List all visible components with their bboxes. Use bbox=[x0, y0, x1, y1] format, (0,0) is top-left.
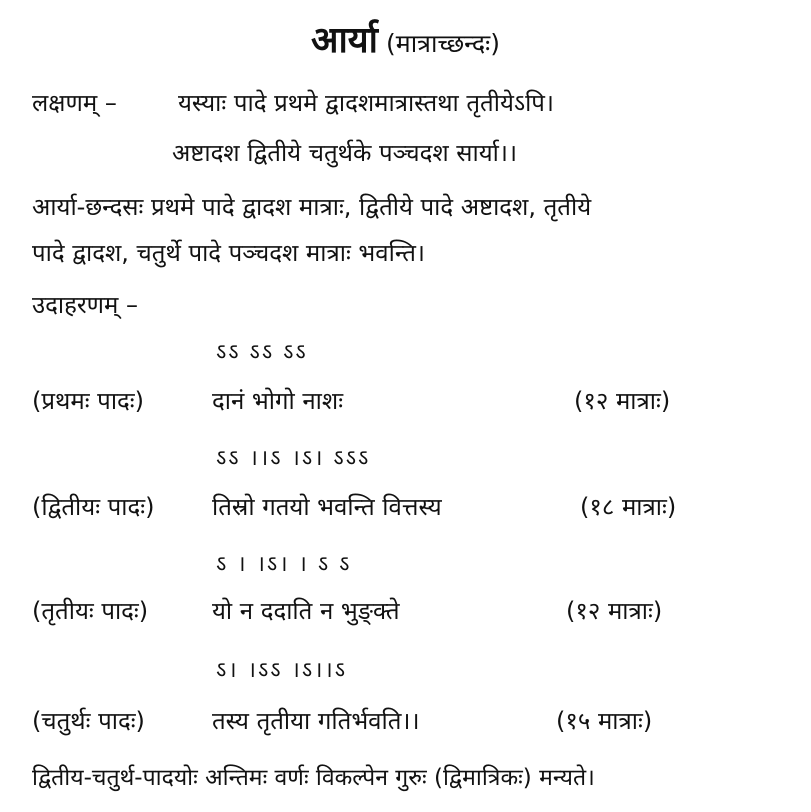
title-main: आर्या bbox=[311, 20, 378, 61]
pada-2-label: (द्वितीयः पादः) bbox=[32, 493, 155, 521]
pada-2-count: (१८ मात्राः) bbox=[580, 493, 677, 521]
pada-3-verse: यो न ददाति न भुङ्क्ते bbox=[212, 597, 400, 625]
pada-3-label: (तृतीयः पादः) bbox=[32, 597, 149, 625]
definition-line-1: यस्याः पादे प्रथमे द्वादशमात्रास्तथा तृतीयेऽपि। bbox=[178, 89, 555, 117]
explanation-line-2: पादे द्वादश, चतुर्थे पादे पञ्चदश मात्राः भवन्ति। bbox=[32, 239, 426, 267]
pada-4-label: (चतुर्थः पादः) bbox=[32, 707, 145, 735]
pada-4-count: (१५ मात्राः) bbox=[556, 707, 653, 735]
pada-2-verse: तिस्रो गतयो भवन्ति वित्तस्य bbox=[212, 493, 442, 521]
definition-line-2: अष्टादश द्वितीये चतुर्थके पञ्चदश सार्या।। bbox=[172, 139, 518, 167]
title-subtitle: (मात्राच्छन्दः) bbox=[386, 29, 500, 58]
footnote: द्वितीय-चतुर्थ-पादयोः अन्तिमः वर्णः विकल्पेन गुरुः (द्विमात्रिकः) मन्यते। bbox=[32, 765, 595, 791]
pada-4-marks: ऽ। ।ऽऽ ।ऽ।।ऽ bbox=[216, 658, 348, 683]
pada-2-marks: ऽऽ ।।ऽ ।ऽ। ऽऽऽ bbox=[216, 446, 371, 471]
pada-1-verse: दानं भोगो नाशः bbox=[212, 387, 344, 415]
pada-3-marks: ऽ । ।ऽ। । ऽ ऽ bbox=[216, 552, 352, 577]
definition-label: लक्षणम् – bbox=[32, 89, 117, 117]
explanation-line-1: आर्या-छन्दसः प्रथमे पादे द्वादश मात्राः, द्वितीये पादे अष्टादश, तृतीये bbox=[32, 193, 592, 221]
page-title bbox=[0, 14, 811, 63]
pada-3-count: (१२ मात्राः) bbox=[566, 597, 663, 625]
pada-1-count: (१२ मात्राः) bbox=[574, 387, 671, 415]
pada-1-marks: ऽऽ ऽऽ ऽऽ bbox=[216, 340, 308, 365]
example-label: उदाहरणम् – bbox=[32, 291, 139, 319]
pada-1-label: (प्रथमः पादः) bbox=[32, 387, 144, 415]
pada-4-verse: तस्य तृतीया गतिर्भवति।। bbox=[212, 707, 420, 735]
